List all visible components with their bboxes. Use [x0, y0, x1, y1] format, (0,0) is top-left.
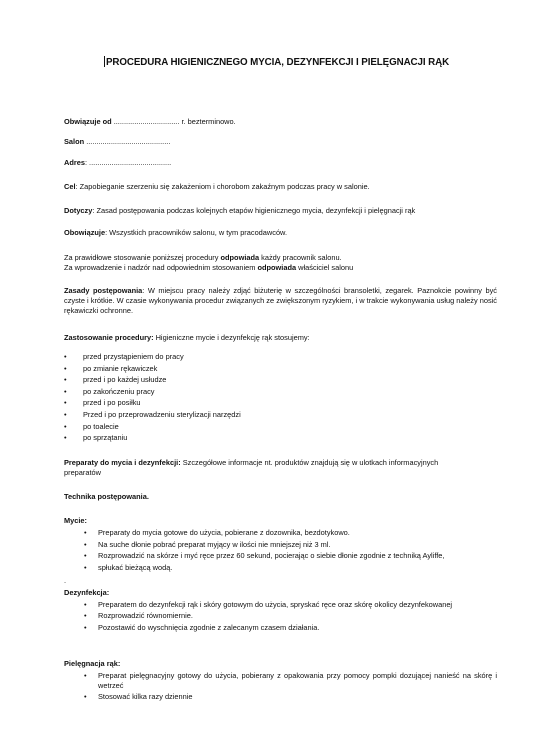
mycie-label: Mycie: [64, 516, 88, 525]
pielegnacja-section [64, 659, 497, 704]
odpowiedzialnosc-line-2 [64, 263, 497, 273]
cel-line [64, 182, 497, 192]
odp-line1-post: każdy pracownik salonu. [259, 253, 342, 262]
cel-label: Cel [64, 182, 76, 191]
list-item: • Pozostawić do wyschnięcia zgodnie z zalecanym czasem działania. [64, 623, 497, 635]
salon-label: Salon [64, 137, 85, 146]
odpowiedzialnosc-line-1 [64, 253, 497, 263]
dot-text: . [64, 576, 67, 585]
zastosowanie-line [64, 333, 497, 343]
dotyczy-label: Dotyczy [64, 206, 93, 215]
obowiazuje2-label: Obowiązuje [64, 228, 106, 237]
pielegnacja-label: Pielęgnacja rąk: [64, 659, 121, 668]
adres-label: Adres [64, 158, 85, 167]
odp-line1-pre: Za prawidłowe stosowanie poniższej procedury [64, 253, 221, 262]
odpowiedzialnosc-block [64, 253, 497, 273]
mycie-section [64, 516, 497, 575]
page-title [0, 56, 553, 68]
cel-value: : Zapobieganie szerzeniu się zakażeniom i chorobom zakaźnym podczas pracy w salonie. [75, 182, 370, 191]
list-item: • po zmianie rękawiczek [64, 364, 497, 376]
list-item: • Na suche dłonie pobrać preparat myjący w ilości nie mniejszej niż 3 ml. [64, 540, 497, 552]
list-item: • przed przystąpieniem do pracy [64, 352, 497, 364]
dezynfekcja-list [64, 600, 497, 635]
list-item: • Preparat pielęgnacyjny gotowy do użycia, pobierany z opakowania przy pomocy pompki dozującej nanieść na skórę i wetrzeć [64, 671, 497, 691]
obowiazuje-label: Obwiązuje od [64, 117, 112, 126]
list-item: • po sprzątaniu [64, 433, 497, 445]
preparaty-value: Szczegółowe informacje nt. produktów znajdują się w ulotkach informacyjnych preparatów [64, 458, 439, 478]
zasady-paragraph [64, 286, 497, 317]
list-item: • Preparaty do mycia gotowe do użycia, pobierane z dozownika, bezdotykowo. [64, 528, 497, 540]
obowiazuje2-value: : Wszystkich pracowników salonu, w tym pracodawców. [105, 228, 288, 237]
odp-line2-bold: odpowiada [257, 263, 297, 273]
salon-line [64, 137, 497, 147]
pielegnacja-list [64, 671, 497, 704]
dotyczy-value: : Zasad postępowania podczas kolejnych etapów higienicznego mycia, dezynfekcji i pielęgnacji rąk [92, 206, 416, 215]
adres-value: : ........................................ [84, 158, 172, 167]
odp-line2-pre: Za wprowadzenie i nadzór nad odpowiednim stosowaniem [64, 263, 258, 273]
text-cursor [104, 56, 105, 67]
zastosowanie-list-wrap [64, 352, 497, 445]
adres-line [64, 158, 497, 168]
list-item: • przed i po każdej usłudze [64, 375, 497, 387]
obowiazuje-line [64, 117, 497, 127]
dotyczy-line [64, 206, 497, 216]
list-item: • Rozprowadzić na skórze i myć ręce przez 60 sekund, pocierając o siebie dłonie zgodnie z techniką Ayliffe, [64, 551, 497, 563]
zasady-label: Zasady postępowania [64, 286, 143, 295]
technika-heading [64, 492, 497, 502]
dezynfekcja-section [64, 588, 497, 635]
zastosowanie-value: Higieniczne mycie i dezynfekcję rąk stosujemy: [153, 333, 310, 342]
list-item: • przed i po posiłku [64, 398, 497, 410]
separator-dot [64, 576, 497, 586]
list-item: • Rozprowadzić równomiernie. [64, 611, 497, 623]
list-item: • Przed i po przeprowadzeniu sterylizacji narzędzi [64, 410, 497, 422]
mycie-list [64, 528, 497, 575]
zasady-value: : W miejscu pracy należy zdjąć biżuterię w szczególności bransoletki, zegarek. Paznokcie powinny być czyste i krótkie. W czasie wykonywania procedur związanych ze zwiększonym ryzykiem, i w trakcie wykonywania usług należy nosić rękawiczki ochronne. [64, 286, 497, 316]
dezynfekcja-label: Dezynfekcja: [64, 588, 110, 597]
salon-value: ......................................... [86, 137, 171, 146]
title-text: PROCEDURA HIGIENICZNEGO MYCIA, DEZYNFEKCJI I PIELĘGNACJI RĄK [105, 57, 450, 68]
preparaty-label: Preparaty do mycia i dezynfekcji: [64, 458, 181, 467]
technika-text: Technika postępowania. [64, 492, 149, 501]
odp-line2-post: właściciel salonu [296, 263, 354, 273]
list-item: • spłukać bieżącą wodą. [64, 563, 497, 575]
preparaty-paragraph [64, 458, 473, 478]
list-item: • po toalecie [64, 422, 497, 434]
zastosowanie-list [64, 352, 497, 445]
obowiazuje-value: ................................ r. bezterminowo. [113, 117, 236, 126]
list-item: • Stosować kilka razy dziennie [64, 692, 497, 704]
list-item: • po zakończeniu pracy [64, 387, 497, 399]
zastosowanie-label: Zastosowanie procedury: [64, 333, 154, 342]
obowiazuje-wszystkich-line [64, 228, 497, 238]
list-item: • Preparatem do dezynfekcji rąk i skóry gotowym do użycia, spryskać ręce oraz skórę okolicy dezynfekowanej [64, 600, 497, 610]
odp-line1-bold: odpowiada [220, 253, 260, 262]
